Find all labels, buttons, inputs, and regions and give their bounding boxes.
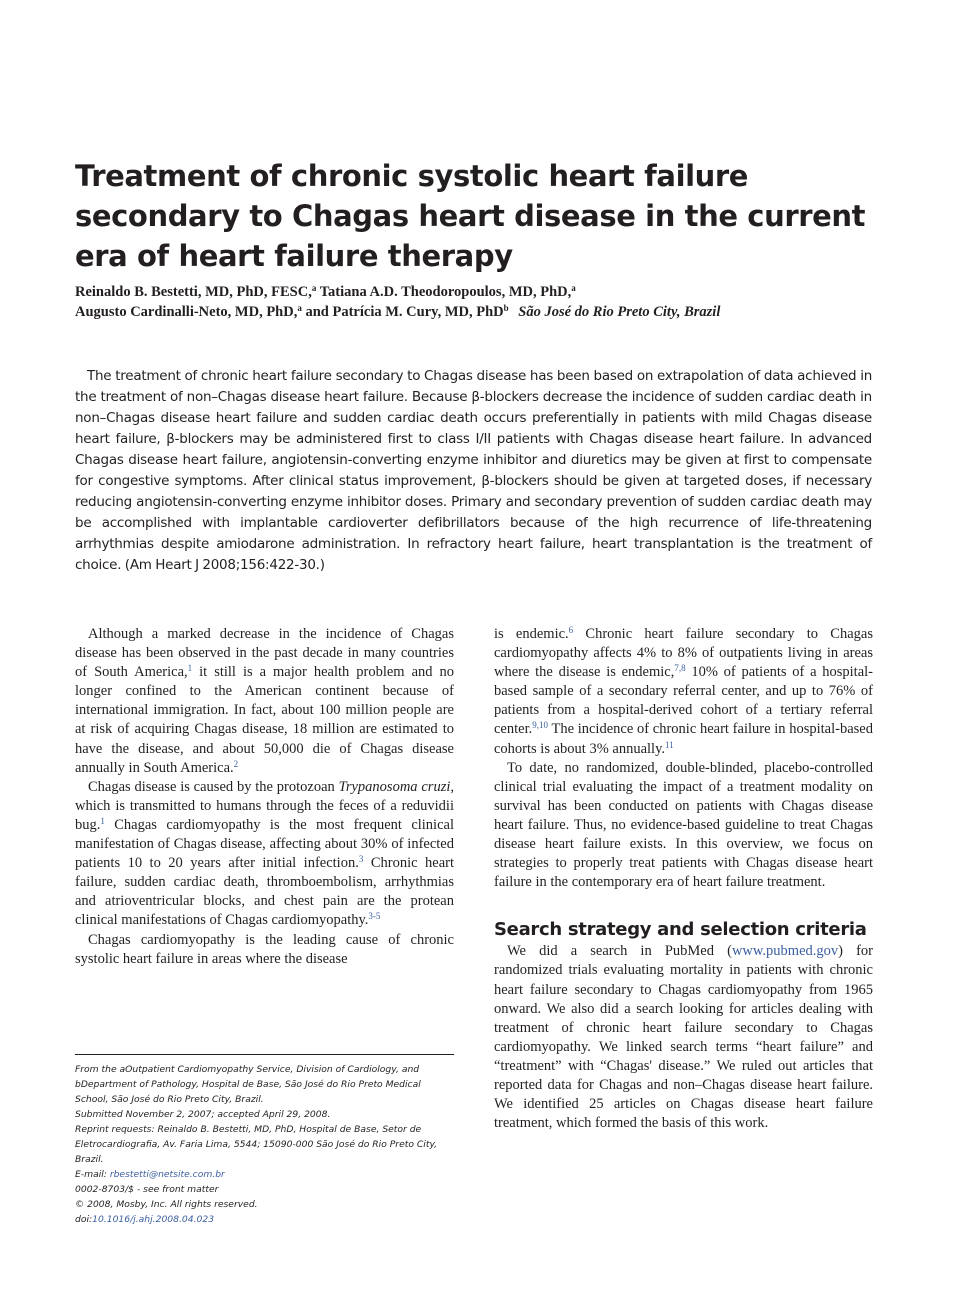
- text-run: Chronic heart failure secondary to Chagas cardiomyopathy affects 4% to 8% of outpatients living in areas where the disease is endemic,: [494, 626, 873, 681]
- email-link[interactable]: rbestetti@netsite.com.br: [109, 1169, 225, 1180]
- paragraph: To date, no randomized, double-blinded, placebo-controlled clinical trial evaluating the impact of a treatment modality on survival has been conducted on patients with Chagas disease heart failure. Thus, no evidence-based guideline to treat Chagas disease heart failure exists. In this overview, we focus on strategies to properly treat patients with Chagas disease heart failure in the contemporary era of heart failure treatment.: [494, 759, 873, 891]
- text-run: 10% of patients of a hospital-based sample of a secondary referral center, and up to 76% of patients from a hospital-derived cohort of a tertiary referral center.: [494, 664, 873, 738]
- affiliation-mark: a: [297, 303, 302, 313]
- email-label: E-mail:: [75, 1169, 110, 1180]
- footnote-affiliation: From the aOutpatient Cardiomyopathy Service, Division of Cardiology, and bDepartment of Pathology, Hospital de Base, São José do Rio Preto Medical School, São José do Rio Preto City, Brazil.: [75, 1064, 421, 1105]
- affiliation-mark: a: [571, 283, 576, 293]
- paragraph: [494, 942, 873, 1133]
- citation-link[interactable]: 2: [233, 758, 239, 769]
- text-run: Chronic heart failure, sudden cardiac death, thromboembolism, arrhythmias and atrioventricular blocks, and chest pain are the protean clinical manifestations of Chagas cardiomyopathy.: [75, 855, 454, 929]
- author-name: Reinaldo B. Bestetti, MD, PhD, FESC,: [75, 284, 312, 300]
- paragraph: Chagas cardiomyopathy is the leading cause of chronic systolic heart failure in areas where the disease: [75, 931, 454, 967]
- affiliation-mark: a: [311, 283, 317, 293]
- footnote-issn: 0002-8703/$ - see front matter: [75, 1184, 219, 1195]
- text-run: The incidence of chronic heart failure in hospital-based cohorts is about 3% annually.: [494, 721, 873, 757]
- citation-link[interactable]: 6: [568, 625, 574, 635]
- species-name: Trypanosoma cruzi: [338, 778, 451, 795]
- citation-link[interactable]: 9,10: [532, 720, 548, 731]
- body-column-left: [75, 625, 454, 969]
- abstract: The treatment of chronic heart failure secondary to Chagas disease has been based on extrapolation of data achieved in the treatment of non–Chagas disease heart failure. Because β-blockers decrease the incidence of sudden cardiac death in non–Chagas disease heart failure and sudden cardiac death occurs preferentially in patients with mild Chagas disease heart failure, β-blockers may be administered first to class I/II patients with Chagas disease heart failure. In advanced Chagas disease heart failure, angiotensin-converting enzyme inhibitor and diuretics may be given at first to compensate for congestive symptoms. After clinical status improvement, β-blockers should be given at targeted doses, if necessary reducing angiotensin-converting enzyme inhibitor doses. Primary and secondary prevention of sudden cardiac death may be accomplished with implantable cardioverter defibrillators because of the high recurrence of life-threatening arrhythmias despite amiodarone administration. In refractory heart failure, heart transplantation is the treatment of choice. (Am Heart J 2008;156:422-30.): [75, 368, 872, 573]
- text-run: Although a marked decrease in the incidence of Chagas disease has been observed in the past decade in many countries of South America,: [75, 626, 454, 681]
- text-run: We did a search in PubMed (: [507, 943, 732, 960]
- footnote-email: [75, 1167, 456, 1182]
- author-name: Patrícia M. Cury, MD, PhD: [332, 304, 504, 320]
- citation-link[interactable]: 7,8: [674, 663, 686, 674]
- text-run: it still is a major health problem and no longer confined to the American continent because of international immigration. In fact, about 100 million people are at risk of acquiring Chagas disease, 18 million are estimated to have the disease, and about 50,000 die of Chagas disease annually in South America.: [75, 664, 454, 776]
- body-column-right: [494, 625, 873, 1133]
- doi-label: doi:: [75, 1214, 93, 1225]
- paragraph: [494, 625, 873, 759]
- footnote-submitted: Submitted November 2, 2007; accepted April 29, 2008.: [75, 1109, 331, 1120]
- citation-link[interactable]: 3: [358, 854, 364, 865]
- footnote-divider: [75, 1054, 454, 1055]
- author-location: São José do Rio Preto City, Brazil: [518, 304, 721, 320]
- author-list: [75, 282, 905, 322]
- pubmed-link[interactable]: www.pubmed.gov: [731, 943, 839, 960]
- author-name: Augusto Cardinalli-Neto, MD, PhD,: [75, 304, 298, 320]
- author-conjunction: and: [305, 304, 329, 320]
- citation-link[interactable]: 1: [187, 663, 193, 674]
- section-heading: Search strategy and selection criteria: [494, 919, 867, 941]
- citation-link[interactable]: 3-5: [368, 911, 381, 922]
- citation-link[interactable]: 11: [665, 739, 674, 750]
- text-run: Chagas disease is caused by the protozoan: [88, 778, 339, 795]
- doi-link[interactable]: 10.1016/j.ahj.2008.04.023: [92, 1214, 215, 1225]
- article-title: Treatment of chronic systolic heart failure secondary to Chagas heart disease in the current era of heart failure therapy: [75, 159, 866, 273]
- author-name: Tatiana A.D. Theodoropoulos, MD, PhD,: [319, 284, 572, 300]
- footnote-doi: [75, 1212, 456, 1227]
- paragraph: [75, 625, 454, 778]
- paragraph: [75, 778, 454, 931]
- citation-link[interactable]: 1: [100, 815, 105, 826]
- text-run: ) for randomized trials evaluating mortality in patients with chronic heart failure secondary to Chagas cardiomyopathy from 1965 onward. We also did a search looking for articles dealing with treatment of chronic heart failure secondary to Chagas cardiomyopathy. We linked search terms “heart failure” and “treatment” with “Chagas' disease.” We ruled out articles that reported data for Chagas and non–Chagas disease heart failure. We identified 25 articles on Chagas disease heart failure treatment, which formed the basis of this work.: [494, 943, 873, 1132]
- text-run: Chagas cardiomyopathy is the most frequent clinical manifestation of Chagas disease, affecting about 30% of infected patients 10 to 20 years after initial infection.: [75, 816, 454, 872]
- text-run: , which is transmitted to humans through the feces of a reduvidii bug.: [75, 778, 454, 833]
- text-run: is endemic.: [494, 626, 569, 642]
- footnote-reprint: Reprint requests: Reinaldo B. Bestetti, MD, PhD, Hospital de Base, Setor de Eletrocardiografia, Av. Faria Lima, 5544; 15090-000 São José do Rio Preto City, Brazil.: [75, 1124, 438, 1165]
- affiliation-mark: b: [503, 303, 509, 313]
- footnote-copyright: © 2008, Mosby, Inc. All rights reserved.: [75, 1199, 258, 1210]
- footnotes: [75, 1062, 456, 1227]
